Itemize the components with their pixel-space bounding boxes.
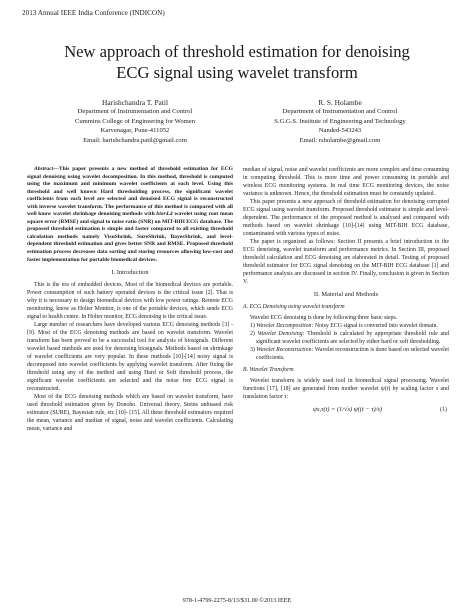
paragraph: This is the era of embedded devices. Most of the biomedical devices are portable. Power consumption of such battery operated devices is the critical issue [2]. That is why it is necessary to design biomedical devices with low power ratings. Remote ECG monitoring, know as Holter Monitor, is one of the portable devices, which sends ECG signal to health centre. In Holter monitor, ECG denoising is the critical issue. (27, 282, 233, 321)
author-affiliation: S.G.G.S. Institute of Engineering and Technology (274, 117, 406, 125)
list-item (243, 346, 449, 362)
list-item (243, 330, 449, 346)
paragraph: Wavelet transform is widely used tool in biomedical signal processing. Wavelet functions [17], [18] are generated from mother wavelet ψ(t) by scaling factor s and translation factor τ: (243, 378, 449, 400)
author-affiliation: Department of Instrumentation and Control (282, 108, 398, 116)
right-column (243, 166, 449, 419)
copyright-footer: 978-1-4799-2275-8/13/$31.00 ©2013 IEEE (182, 597, 292, 604)
author-block-1 (35, 98, 235, 145)
paper-title (20, 41, 454, 83)
paragraph: median of signal, noise and wavelet coefficients are more complex and time consuming in computing threshold. This is more time and power consuming in portable and wireless ECG monitoring systems. In real time ECG monitoring devices, the noise variance is unknown. Hence, the threshold estimation must be constantly updated. (243, 167, 449, 197)
author-affiliation: Cummins College of Engineering for Women (74, 117, 196, 125)
author-affiliation: Department of Instrumentation and Control (77, 108, 193, 116)
paragraph: Most of the ECG denoising methods which are based on wavelet transform, have used threshold estimation given by Donoho. Universal theory, Steins unbiased risk estimator (SURE), Bayesian rule, etc [10]- [15]. All these threshold estimators required the mean, variance and median of signal, noise and wavelet coefficients. Calculating mean, variance and (27, 394, 233, 433)
abstract (27, 166, 233, 264)
paragraph: The paper is organized as follows: Section II presents a brief introduction to the ECG denoising, wavelet transform and performance metrics. In Section III, proposed threshold calculation and ECG denoising are elaborated in detail. Testing of proposed threshold estimator for ECG signal denoising on the MIT-BIH ECG database [1] and performance analysis are discussed in section IV. Finally, conclusion is given in Section V. (243, 239, 449, 285)
conference-header: 2013 Annual IEEE India Conference (INDICON) (22, 9, 165, 17)
list-item-number: 3) (250, 347, 255, 353)
paragraph: Large number of researchers have developed various ECG denoising methods [3] - [9]. Most of the ECG denoising methods are based on wavelet transform. Wavelet transform has been proved to be a successful tool for analysis of biosignals. Different wavelet based methods are used for denoising biosignals. Methods based on shrinkage of wavelet coefficients are very popular. In these methods [10]-[14] noisy signal is decomposed into wavelet coefficients by applying wavelet transform. After fixing the threshold using any of the method and using Hard or Soft threshold process, the significant wavelet coefficients are selected and the noise free ECG signal is reconstructed. (27, 322, 233, 393)
section-heading-introduction: I. Introduction (111, 269, 149, 277)
list-item-text: Wavelet reconstruction is done based on selected wavelet coefficients. (256, 347, 449, 361)
author-name: Harishchandra T. Patil (101, 98, 169, 107)
title-line-1: New approach of threshold estimation for denoising (64, 42, 410, 61)
abstract-emphasis: bior4.4 (156, 211, 173, 218)
abstract-text: —This paper presents a new method of threshold estimation for ECG signal denoising using wavelet decomposition. In this method, threshold is computed using the maximum and minimum wavelet coefficients at each level. Using this threshold and well known Hard thresholding process, the significant wavelet coefficients from each level are selected and denoised ECG signal is reconstructed with inverse wavelet transform. The performance of this method is compared with all well know wavelet shrinkage denoising methods with (27, 166, 233, 218)
author-email: Email: rsholambe@gmail.com (299, 136, 381, 144)
list-item-number: 2) (250, 331, 255, 337)
left-column (27, 166, 233, 433)
list-item-text: Noisy ECG signal is converted into wavelet domain. (313, 323, 438, 329)
section-heading-materials-methods: II. Material and Methods (313, 291, 379, 298)
list-item-label: Wavelet Decomposition: (256, 323, 314, 329)
equation-formula: ψs,τ(t) = (1/√s) ψ((t − τ)/s) (313, 406, 383, 413)
author-block-2 (240, 98, 440, 145)
list-item-label: Wavelet Denoising: (257, 331, 305, 337)
author-address: Karvenagar, Pune-411052 (100, 127, 170, 135)
steps-list (243, 322, 449, 362)
equation-1 (243, 403, 449, 419)
title-line-2: ECG signal using wavelet transform (116, 63, 358, 82)
author-address: Nanded-543243 (318, 127, 362, 135)
abstract-label: Abstract (34, 166, 54, 172)
author-name: R. S. Holambe (318, 98, 362, 107)
paragraph: This paper presents a new approach of threshold estimation for denoising corrupted ECG signal using wavelet transform. Proposed threshold estimator is simple and level-dependent. The performance of the proposed method is analysed and compared with methods based on wavelet shrinkage [10]-[14] using MIT-BIH ECG database, contaminated with various types of noise. (243, 199, 449, 237)
list-item-number: 1) (250, 323, 255, 329)
list-item-label: Wavelet Reconstruction: (256, 347, 314, 353)
subsection-heading-a: A. ECG Denoising using wavelet transform (243, 304, 345, 310)
subsection-heading-b: B. Wavelet Transform (243, 367, 294, 373)
list-item-text: Threshold is calculated by appropriate threshold rule and significant wavelet coefficients are selected by either hard or soft thresholding. (256, 331, 449, 345)
author-email: Email: harishchandra.patil@gmail.com (83, 136, 187, 144)
equation-number: (1) (440, 407, 447, 413)
list-item (243, 322, 449, 330)
paragraph: Wavelet ECG denoising is done by following three basic steps. (250, 315, 398, 321)
abstract-text: wavelet using root mean square error (RMSE) and signal to noise ratio (SNR) on MIT-BIH ECG database. The proposed threshold estimation is simple and faster compared to all existing threshold calculation methods namely VisuShrink, SureShrink, BayesShrink, and level-dependent threshold estimation and gives better SNR and RMSE. Proposed threshold estimation process decreases data sorting and storing resources allowing low-cost and faster implementation for portable biomedical devices. (27, 211, 233, 263)
